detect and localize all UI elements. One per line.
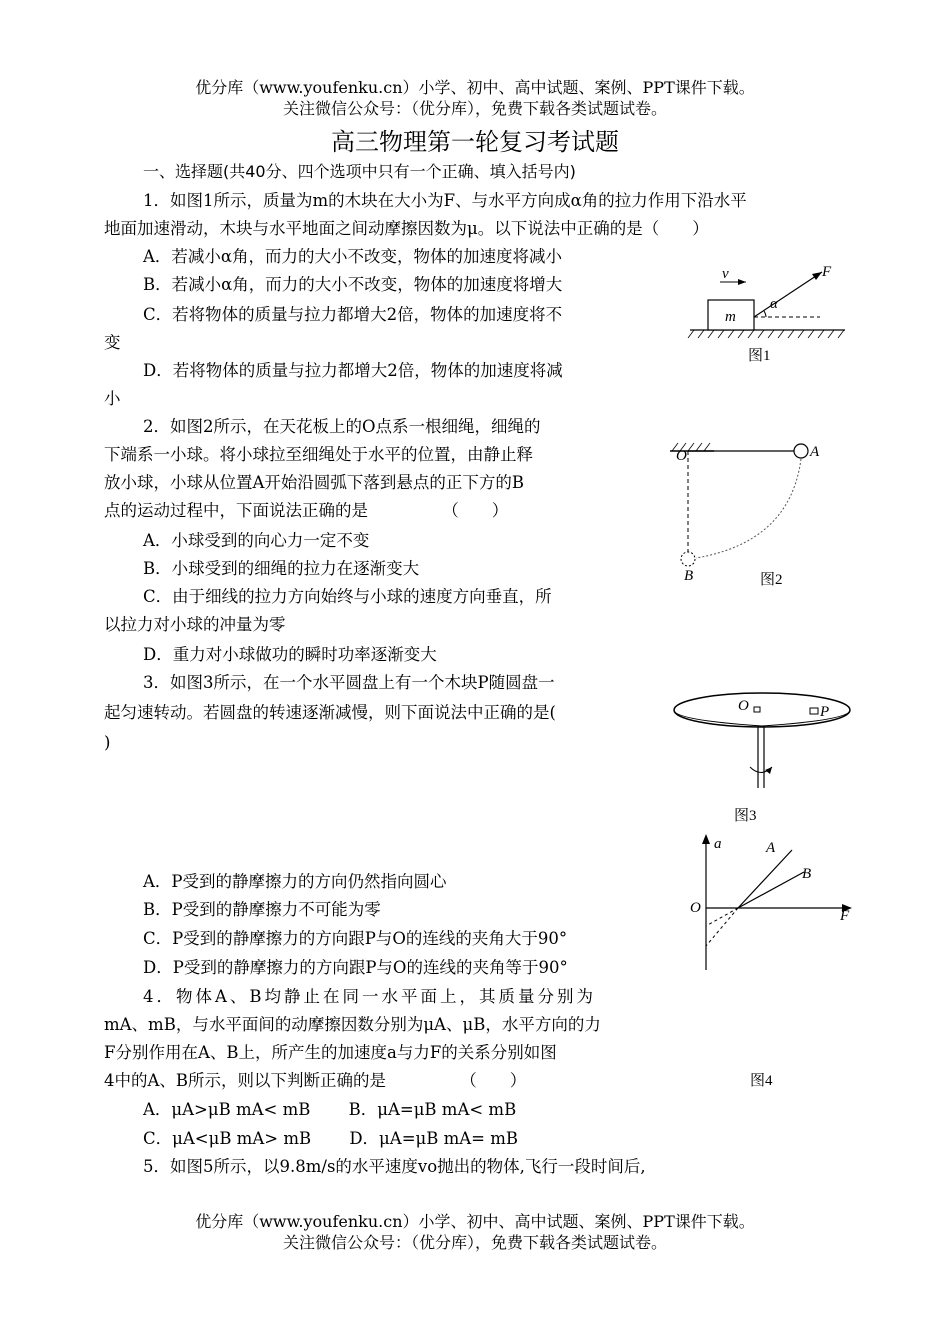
q3-option-d: D．P受到的静摩擦力的方向跟P与O的连线的夹角等于90° (143, 958, 568, 977)
q3-option-c: C．P受到的静摩擦力的方向跟P与O的连线的夹角大于90° (143, 929, 568, 948)
section-heading: 一、选择题(共40分、四个选项中只有一个正确、填入括号内) (143, 162, 576, 181)
page-title: 高三物理第一轮复习考试题 (331, 128, 619, 156)
q4-line-3: F分别作用在A、B上，所产生的加速度a与力F的关系分别如图 (104, 1043, 557, 1062)
q4-line-2: mA、mB，与水平面间的动摩擦因数分别为μA、μB，水平方向的力 (104, 1015, 601, 1034)
q4-options-row-1: A．μA>μB mA< mB B．μA=μB mA< mB (143, 1100, 517, 1119)
fig4-line-b-label: B (802, 866, 812, 882)
q2-option-c-1: C．由于细线的拉力方向始终与小球的速度方向垂直，所 (143, 587, 552, 606)
fig2-o-label: O (676, 448, 687, 464)
q2-option-d: D．重力对小球做功的瞬时功率逐渐变大 (143, 645, 437, 664)
fig4-a-axis-label: a (714, 836, 722, 852)
q3-option-b: B．P受到的静摩擦力不可能为零 (143, 900, 381, 919)
q2-line-2: 下端系一小球。将小球拉至细绳处于水平的位置，由静止释 (104, 445, 533, 464)
fig2-a-label: A (810, 444, 820, 460)
q1-line-2: 地面加速滑动，木块与水平地面之间动摩擦因数为μ。以下说法中正确的是（ ） (104, 219, 709, 238)
q3-option-a: A．P受到的静摩擦力的方向仍然指向圆心 (143, 872, 447, 891)
fig4-line-a-label: A (766, 840, 776, 856)
fig1-v-label: v (722, 266, 729, 282)
q2-line-1: 2．如图2所示，在天花板上的O点系一根细绳，细绳的 (143, 417, 541, 436)
fig3-caption: 图3 (734, 808, 757, 824)
fig4-f-axis-label: F (840, 908, 850, 924)
header-line-2: 关注微信公众号：（优分库），免费下载各类试题试卷。 (282, 99, 667, 118)
footer-line-2: 关注微信公众号：（优分库），免费下载各类试题试卷。 (282, 1233, 667, 1252)
q5-line-1: 5．如图5所示，以9.8m/s的水平速度vo抛出的物体,飞行一段时间后, (143, 1157, 646, 1176)
fig1-caption: 图1 (748, 348, 771, 364)
q3-line-1: 3．如图3所示，在一个水平圆盘上有一个木块P随圆盘一 (143, 673, 555, 692)
fig4-caption: 图4 (750, 1073, 773, 1089)
q2-option-c-2: 以拉力对小球的冲量为零 (104, 615, 286, 634)
fig1-f-label: F (822, 264, 832, 280)
q1-line-1: 1．如图1所示，质量为m的木块在大小为F、与水平方向成α角的拉力作用下沿水平 (143, 191, 747, 210)
figure-2 (660, 432, 840, 592)
q2-option-a: A．小球受到的向心力一定不变 (143, 531, 370, 550)
figure-1 (680, 260, 860, 370)
footer-line-1: 优分库（www.youfenku.cn）小学、初中、高中试题、案例、PPT课件下载。 (195, 1212, 755, 1231)
q4-options-row-2: C．μA<μB mA> mB D．μA=μB mA= mB (143, 1129, 519, 1148)
q2-option-b: B．小球受到的细绳的拉力在逐渐变大 (143, 559, 420, 578)
fig2-b-label: B (684, 568, 694, 584)
q1-option-c-2: 变 (104, 333, 121, 352)
fig2-caption: 图2 (760, 572, 783, 588)
q1-option-d-2: 小 (104, 389, 121, 408)
fig3-o-label: O (738, 698, 749, 714)
q2-line-3: 放小球，小球从位置A开始沿圆弧下落到悬点的正下方的B (104, 473, 525, 492)
q3-line-2: 起匀速转动。若圆盘的转速逐渐减慢，则下面说法中正确的是( (104, 703, 556, 722)
fig4-o-label: O (690, 900, 701, 916)
q2-line-4: 点的运动过程中，下面说法正确的是 （ ） (104, 501, 509, 520)
fig3-p-label: P (820, 704, 830, 720)
q4-line-1: 4．物体A、B均静止在同一水平面上，其质量分别为 (143, 987, 597, 1006)
figure-4 (680, 830, 870, 1089)
q1-option-d-1: D．若将物体的质量与拉力都增大2倍，物体的加速度将减 (143, 361, 563, 380)
q1-option-b: B．若减小α角，而力的大小不改变，物体的加速度将增大 (143, 275, 563, 294)
fig1-alpha-label: α (770, 296, 778, 312)
header-line-1: 优分库（www.youfenku.cn）小学、初中、高中试题、案例、PPT课件下载。 (195, 78, 755, 97)
q1-option-c-1: C．若将物体的质量与拉力都增大2倍，物体的加速度将不 (143, 305, 563, 324)
fig1-m-label: m (725, 309, 736, 325)
q1-option-a: A．若减小α角，而力的大小不改变，物体的加速度将减小 (143, 247, 563, 266)
q3-line-3: ) (104, 733, 111, 752)
q4-line-4: 4中的A、B所示，则以下判断正确的是 （ ） (104, 1071, 527, 1090)
figure-3 (670, 688, 860, 828)
